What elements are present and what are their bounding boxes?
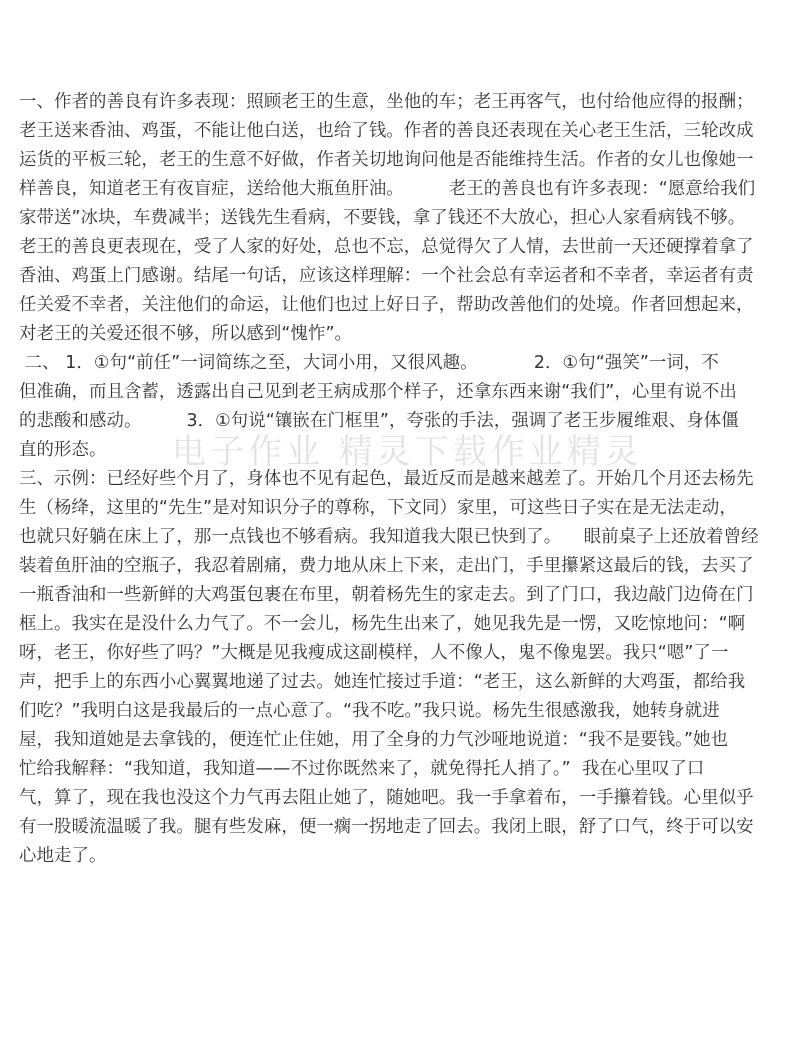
answer-line: 生（杨绛，这里的“先生”是对知识分子的尊称，下文同）家里，可这些日子实在是无法走动，: [19, 498, 737, 518]
answer-line: 香油、鸡蛋上门感谢。结尾一句话，应该这样理解：一个社会总有幸运者和不幸者，幸运者有责: [19, 266, 754, 286]
answer-line: 心地走了。: [19, 846, 107, 866]
answer-line: 直的形态。: [19, 440, 107, 460]
answer-line: 样善良，知道老王有夜盲症，送给他大瓶鱼肝油。 老王的善良也有许多表现：“愿意给我们: [19, 179, 756, 199]
answer-line: 二、 1．①句“前任”一词简练之至，大词小用，又很风趣。 2．①句“强笑”一词，不: [19, 353, 719, 373]
answer-line: 声，把手上的东西小心翼翼地递了过去。她连忙接过手道：“老王，这么新鲜的大鸡蛋，都给我: [19, 672, 746, 692]
answer-line: 对老王的关爱还很不够，所以感到“愧怍”。: [19, 324, 353, 344]
answer-line: 老王的善良更表现在，受了人家的好处，总也不忘，总觉得欠了人情，去世前一天还硬撑着拿了: [19, 237, 754, 257]
answer-line: 也就只好躺在床上了，那一点钱也不够看病。我知道我大限已快到了。 眼前桌子上还放着曾经: [19, 527, 759, 547]
answer-line: 装着鱼肝油的空瓶子，我忍着剧痛，费力地从床上下来，走出门，手里攥紧这最后的钱，去买了: [19, 556, 754, 576]
answer-line: 的悲酸和感动。 3．①句说“镶嵌在门框里”，夸张的手法，强调了老王步履维艰、身体僵: [19, 411, 739, 431]
answer-line: 运货的平板三轮，老王的生意不好做，作者关切地询问他是否能维持生活。作者的女儿也像她一: [19, 150, 754, 170]
watermark-text: 电子作业 精灵下载作业精灵: [172, 432, 643, 472]
answer-line: 们吃？”我明白这是我最后的一点心意了。“我不吃。”我只说。杨先生很感激我，她转身就进: [19, 701, 720, 721]
answer-line: 一瓶香油和一些新鲜的大鸡蛋包裹在布里，朝着杨先生的家走去。到了门口，我边敲门边倚在门: [19, 585, 754, 605]
answer-line: 框上。我实在是没什么力气了。不一会儿，杨先生出来了，她见我先是一愣，又吃惊地问：“啊: [19, 614, 746, 634]
answer-line: 任关爱不幸者，关注他们的命运，让他们也过上好日子，帮助改善他们的处境。作者回想起来，: [19, 295, 754, 315]
answer-line: 家带送”冰块，车费减半；送钱先生看病，不要钱，拿了钱还不大放心，担心人家看病钱不够。: [19, 208, 746, 228]
answer-text-block: [19, 88, 789, 871]
answer-line: 但准确，而且含蓄，透露出自己见到老王病成那个样子，还拿东西来谢“我们”，心里有说不出: [19, 382, 737, 402]
answer-line: 忙给我解释：“我知道，我知道——不过你既然来了，就免得托人捎了。” 我在心里叹了口: [19, 759, 705, 779]
answer-line: 屋，我知道她是去拿钱的，便连忙止住她，用了全身的力气沙哑地说道：“我不是要钱。”她也: [19, 730, 729, 750]
answer-line: 呀，老王，你好些了吗？”大概是见我瘦成这副模样，人不像人，鬼不像鬼罢。我只“嗯”了一: [19, 643, 729, 663]
answer-line: 气，算了，现在我也没这个力气再去阻止她了，随她吧。我一手拿着布，一手攥着钱。心里似乎: [19, 788, 754, 808]
answer-line: 老王送来香油、鸡蛋，不能让他白送，也给了钱。作者的善良还表现在关心老王生活，三轮改成: [19, 121, 754, 141]
answer-line: 三、示例：已经好些个月了，身体也不见有起色，最近反而是越来越差了。开始几个月还去杨先: [19, 469, 754, 489]
answer-line: 一、作者的善良有许多表现：照顾老王的生意，坐他的车；老王再客气，也付给他应得的报酬；: [19, 92, 754, 112]
answer-line: 有一股暖流温暖了我。腿有些发麻，便一瘸一拐地走了回去。我闭上眼，舒了口气，终于可以安: [19, 817, 754, 837]
